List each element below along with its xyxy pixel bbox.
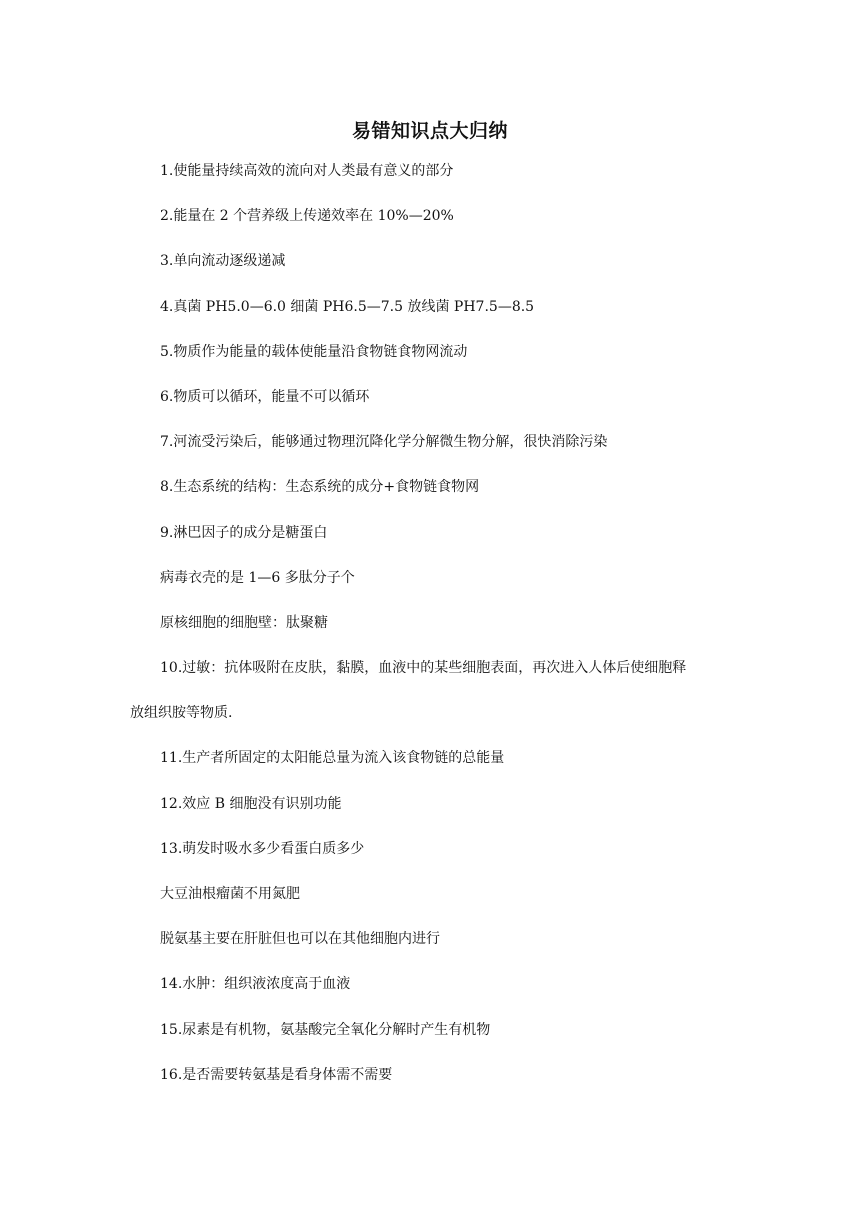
list-item: 12.效应 B 细胞没有识别功能 xyxy=(160,795,342,812)
list-item-continuation: 放组织胺等物质. xyxy=(130,705,233,722)
list-item: 大豆油根瘤菌不用氮肥 xyxy=(160,886,300,902)
list-item: 3.单向流动逐级递减 xyxy=(160,253,286,270)
list-item: 1.使能量持续高效的流向对人类最有意义的部分 xyxy=(160,163,454,179)
list-item: 4.真菌 PH5.0—6.0 细菌 PH6.5—7.5 放线菌 PH7.5—8.5 xyxy=(160,298,535,315)
list-item: 10.过敏：抗体吸附在皮肤，黏膜，血液中的某些细胞表面，再次进入人体后使细胞释 xyxy=(160,660,687,677)
list-item: 5.物质作为能量的载体使能量沿食物链食物网流动 xyxy=(160,343,468,360)
list-item: 11.生产者所固定的太阳能总量为流入该食物链的总能量 xyxy=(160,750,505,767)
list-item: 8.生态系统的结构：生态系统的成分+食物链食物网 xyxy=(160,479,480,496)
list-item: 14.水肿：组织液浓度高于血液 xyxy=(160,976,351,993)
list-item: 2.能量在 2 个营养级上传递效率在 10%—20% xyxy=(160,208,454,225)
list-item: 13.萌发时吸水多少看蛋白质多少 xyxy=(160,840,365,857)
list-item: 6.物质可以循环，能量不可以循环 xyxy=(160,388,370,405)
list-item: 原核细胞的细胞壁：肽聚糖 xyxy=(160,614,328,631)
list-item: 9.淋巴因子的成分是糖蛋白 xyxy=(160,524,328,541)
document-title: 易错知识点大归纳 xyxy=(351,120,508,142)
list-item: 15.尿素是有机物，氨基酸完全氧化分解时产生有机物 xyxy=(160,1021,491,1038)
list-item: 脱氨基主要在肝脏但也可以在其他细胞内进行 xyxy=(160,931,440,948)
list-item: 7.河流受污染后，能够通过物理沉降化学分解微生物分解，很快消除污染 xyxy=(160,434,608,451)
list-item: 病毒衣壳的是 1—6 多肽分子个 xyxy=(160,569,355,586)
item-list xyxy=(130,160,740,1109)
list-item: 16.是否需要转氨基是看身体需不需要 xyxy=(160,1066,393,1083)
